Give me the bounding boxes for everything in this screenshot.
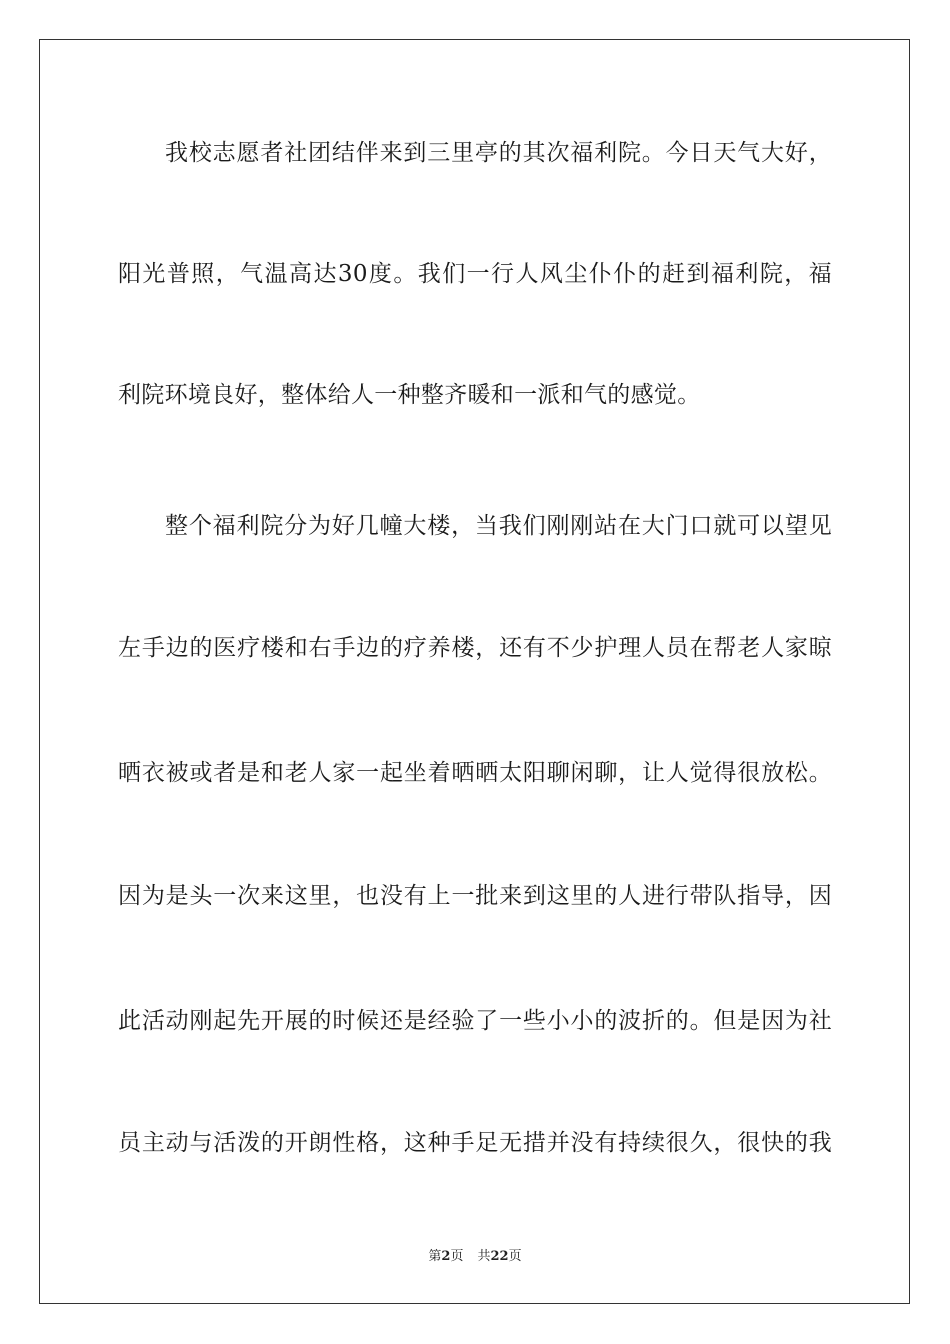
- paragraph-1-line-2: 阳光普照，气温高达30度。我们一行人风尘仆仆的赶到福利院，福: [118, 261, 832, 287]
- paragraph-1-line-3: 利院环境良好，整体给人一种整齐暖和一派和气的感觉。: [118, 382, 701, 408]
- footer-current-page: 2: [441, 1249, 451, 1264]
- paragraph-2-line-4: 因为是头一次来这里，也没有上一批来到这里的人进行带队指导，因: [118, 883, 832, 909]
- paragraph-2-line-1: 整个福利院分为好几幢大楼，当我们刚刚站在大门口就可以望见: [165, 513, 832, 539]
- paragraph-2-line-6: 员主动与活泼的开朗性格，这种手足无措并没有持续很久，很快的我: [118, 1130, 832, 1156]
- footer-page-suffix: 页: [450, 1249, 464, 1264]
- footer-total-prefix: 共: [477, 1249, 491, 1264]
- page-footer: [0, 1248, 950, 1266]
- page-border: [39, 39, 910, 1304]
- paragraph-2-line-3: 晒衣被或者是和老人家一起坐着晒晒太阳聊闲聊，让人觉得很放松。: [118, 760, 832, 786]
- footer-total-pages: 22: [490, 1249, 509, 1264]
- footer-page-prefix: 第: [428, 1249, 442, 1264]
- paragraph-2-line-2: 左手边的医疗楼和右手边的疗养楼，还有不少护理人员在帮老人家晾: [118, 635, 832, 661]
- paragraph-2-line-5: 此活动刚起先开展的时候还是经验了一些小小的波折的。但是因为社: [118, 1008, 832, 1034]
- footer-total-suffix: 页: [508, 1249, 522, 1264]
- paragraph-1-line-1: 我校志愿者社团结伴来到三里亭的其次福利院。今日天气大好，: [165, 140, 832, 166]
